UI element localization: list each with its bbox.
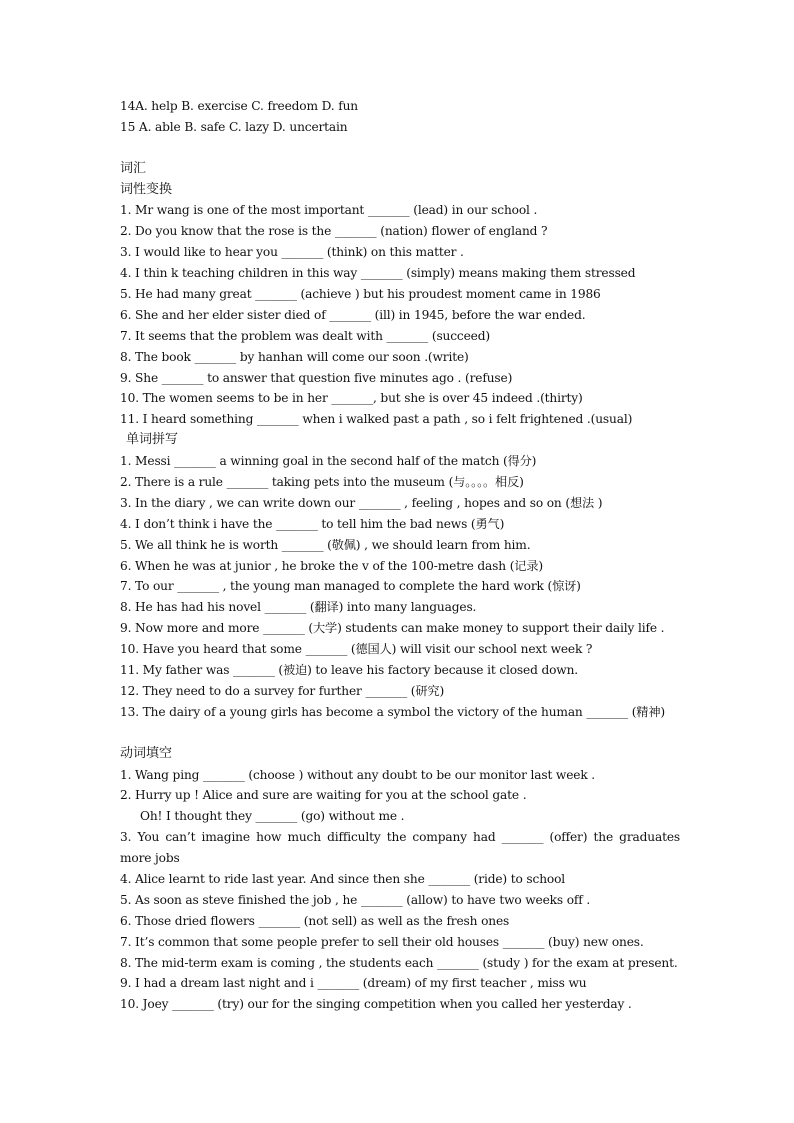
verb-fill-title: 动词填空 bbox=[120, 745, 173, 761]
spacer bbox=[120, 723, 680, 744]
spelling-item: 13. The dairy of a young girls has become a symbol the victory of the human _______ (精神) bbox=[120, 704, 665, 719]
spelling-item: 4. I don’t think i have the _______ to tell him the bad news (勇气) bbox=[120, 516, 505, 531]
vocab-title: 词汇 bbox=[120, 160, 147, 176]
verb-fill-item: 8. The mid-term exam is coming , the students each _______ (study ) for the exam at present. bbox=[120, 955, 678, 970]
spelling-item: 10. Have you heard that some _______ (德国人) will visit our school next week ? bbox=[120, 642, 593, 657]
verb-fill-list bbox=[120, 765, 680, 1016]
verb-fill-item: 3. You can’t imagine how much difficulty the company had _______ (offer) the graduates more jobs bbox=[120, 830, 680, 866]
spelling-title: 单词拼写 bbox=[126, 432, 179, 448]
verb-fill-item: 5. As soon as steve finished the job , he _______ (allow) to have two weeks off . bbox=[120, 892, 591, 907]
word-form-item: 8. The book _______ by hanhan will come our soon .(write) bbox=[120, 349, 469, 364]
spelling-item: 6. When he was at junior , he broke the v of the 100-metre dash (记录) bbox=[120, 558, 543, 573]
option-line-14: 14A. help B. exercise C. freedom D. fun bbox=[120, 99, 359, 113]
verb-fill-item: 1. Wang ping _______ (choose ) without any doubt to be our monitor last week . bbox=[120, 767, 596, 782]
verb-fill-item: 10. Joey _______ (try) our for the singing competition when you called her yesterday . bbox=[120, 997, 632, 1012]
word-form-item: 6. She and her elder sister died of _______ (ill) in 1945, before the war ended. bbox=[120, 307, 586, 322]
word-form-item: 10. The women seems to be in her _______, but she is over 45 indeed .(thirty) bbox=[120, 391, 583, 406]
word-form-item: 3. I would like to hear you _______ (think) on this matter . bbox=[120, 245, 464, 260]
spelling-item: 3. In the diary , we can write down our _______ , feeling , hopes and so on (想法 ) bbox=[120, 495, 603, 510]
verb-fill-item: 7. It’s common that some people prefer to sell their old houses _______ (buy) new ones. bbox=[120, 934, 644, 949]
spelling-list bbox=[120, 451, 680, 723]
spelling-item: 11. My father was _______ (被迫) to leave his factory because it closed down. bbox=[120, 663, 579, 678]
option-line-15: 15 A. able B. safe C. lazy D. uncertain bbox=[120, 119, 348, 134]
verb-fill-item: 6. Those dried flowers _______ (not sell) as well as the fresh ones bbox=[120, 913, 510, 928]
spelling-item: 12. They need to do a survey for further _______ (研究) bbox=[120, 683, 445, 698]
verb-fill-item: 4. Alice learnt to ride last year. And since then she _______ (ride) to school bbox=[120, 871, 566, 886]
spelling-item: 9. Now more and more _______ (大学) students can make money to support their daily life . bbox=[120, 621, 665, 636]
spelling-item: 2. There is a rule _______ taking pets into the museum (与。。。。相反) bbox=[120, 475, 524, 490]
word-form-item: 9. She _______ to answer that question five minutes ago . (refuse) bbox=[120, 370, 513, 385]
word-form-item: 2. Do you know that the rose is the _______ (nation) flower of england ? bbox=[120, 224, 548, 239]
word-form-item: 1. Mr wang is one of the most important _______ (lead) in our school . bbox=[120, 203, 538, 218]
worksheet-page bbox=[120, 96, 680, 1015]
spacer bbox=[120, 138, 680, 159]
word-form-item: 7. It seems that the problem was dealt with _______ (succeed) bbox=[120, 328, 490, 343]
verb-fill-item: 9. I had a dream last night and i _______ (dream) of my first teacher , miss wu bbox=[120, 976, 587, 991]
spelling-item: 5. We all think he is worth _______ (敬佩) , we should learn from him. bbox=[120, 537, 531, 552]
word-form-item: 5. He had many great _______ (achieve ) but his proudest moment came in 1986 bbox=[120, 287, 601, 302]
verb-fill-item: 2. Hurry up ! Alice and sure are waiting for you at the school gate . bbox=[120, 788, 527, 803]
word-form-title: 词性变换 bbox=[120, 181, 173, 197]
spelling-item: 8. He has had his novel _______ (翻译) into many languages. bbox=[120, 600, 477, 615]
spelling-item: 7. To our _______ , the young man managed to complete the hard work (惊讶) bbox=[120, 579, 581, 594]
word-form-list bbox=[120, 200, 680, 430]
word-form-item: 11. I heard something _______ when i walked past a path , so i felt frightened .(usual) bbox=[120, 412, 633, 427]
spelling-item: 1. Messi _______ a winning goal in the second half of the match (得分) bbox=[120, 454, 537, 469]
verb-fill-item-continued: Oh! I thought they _______ (go) without me . bbox=[140, 809, 405, 824]
word-form-item: 4. I thin k teaching children in this way _______ (simply) means making them stressed bbox=[120, 266, 636, 281]
